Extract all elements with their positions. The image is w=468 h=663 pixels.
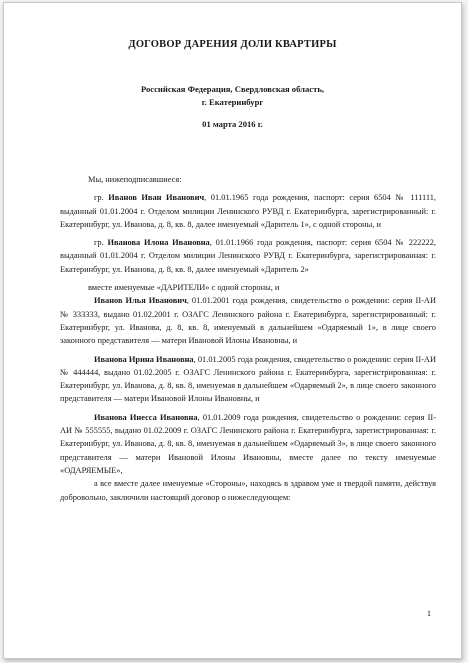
party-2-prefix: гр. xyxy=(94,238,108,248)
location-line-2: г. Екатеринбург xyxy=(201,97,264,107)
party-4-details: , 01.01.2005 года рождения, свидетельство о рождении: серия II-АИ № 444444, выдано 01.02.2005 г. ОЗАГС Ленинского района г. Екатеринбурга, зарегистрированная: г. Екатеринбург, ул. Иванова, д. 8, кв. 8, именуемая в дальнейшем «Одаряемый 2», в лице своего законного представителя — матери Ивановой Илоны Ивановны, и xyxy=(60,354,436,404)
party-paragraph-5 xyxy=(60,411,436,477)
document-date: 01 марта 2016 г. xyxy=(202,119,263,129)
document-body xyxy=(60,173,436,504)
party-1-name: Иванов Иван Иванович xyxy=(108,193,205,203)
document-location xyxy=(4,83,461,109)
party-paragraph-1 xyxy=(60,191,436,231)
party-1-prefix: гр. xyxy=(94,193,109,203)
party-1-details: , 01.01.1965 года рождения, паспорт: серия 6504 № 111111, выданный 01.01.2004 г. Отделом милиции Ленинского РУВД г. Екатеринбурга, зарегистрированный: г. Екатеринбург, ул. Иванова, д. 8, кв. 8, далее именуемый «Даритель 1», с одной стороны, и xyxy=(60,193,437,229)
party-5-details: , 01.01.2009 года рождения, свидетельство о рождении: серия II-АИ № 555555, выдано 01.02.2009 г. ОЗАГС Ленинского района г. Екатеринбурга, зарегистрированная: г. Екатеринбург, ул. Иванова, д. 8, кв. 8, именуемая в дальнейшем «Одаряемый 3», в лице своего законного представителя — матери Ивановой Илоны Ивановны, вместе далее по тексту именуемые «ОДАРЯЕМЫЕ», xyxy=(60,412,437,475)
party-paragraph-2 xyxy=(60,236,436,276)
party-5-name: Иванова Инесса Ивановна xyxy=(94,412,198,422)
party-2-name: Иванова Илона Ивановна xyxy=(107,238,210,248)
page-number: 1 xyxy=(426,609,431,618)
party-3-details: , 01.01.2001 года рождения, свидетельство о рождении: серия II-АИ № 333333, выдано 01.02.2001 г. ОЗАГС Ленинского района г. Екатеринбурга, зарегистрированный: г. Екатеринбург, ул. Иванова, д. 8, кв. 8, именуемый в дальнейшем «Одаряемый 1», в лице своего законного представителя — матери Ивановой Илоны Ивановны, и xyxy=(60,296,436,346)
party-2-details: , 01.01.1966 года рождения, паспорт: серия 6504 № 222222, выданный 01.01.2004 г. Отделом милиции Ленинского РУВД г. Екатеринбурга, зарегистрированная: г. Екатеринбург, ул. Иванова, д. 8, кв. 8, далее именуемый «Даритель 2» xyxy=(60,238,436,274)
closing-paragraph: а все вместе далее именуемые «Стороны», находясь в здравом уме и твердой памяти, действуя добровольно, заключили настоящий договор о нижеследующем: xyxy=(60,479,436,502)
party-paragraph-3 xyxy=(60,294,436,347)
document-title: ДОГОВОР ДАРЕНИЯ ДОЛИ КВАРТИРЫ xyxy=(128,39,337,50)
document-page xyxy=(3,2,462,659)
intro-paragraph: Мы, нижеподписавшиеся: xyxy=(88,175,182,184)
party-paragraph-4 xyxy=(60,353,436,406)
location-line-1: Российская Федерация, Свердловская область, xyxy=(140,84,325,94)
donors-paragraph: вместе именуемые «ДАРИТЕЛИ» с одной стороны, и xyxy=(88,283,280,293)
party-4-name: Иванова Ирина Ивановна xyxy=(94,354,194,364)
party-3-name: Иванов Илья Иванович xyxy=(94,296,187,306)
